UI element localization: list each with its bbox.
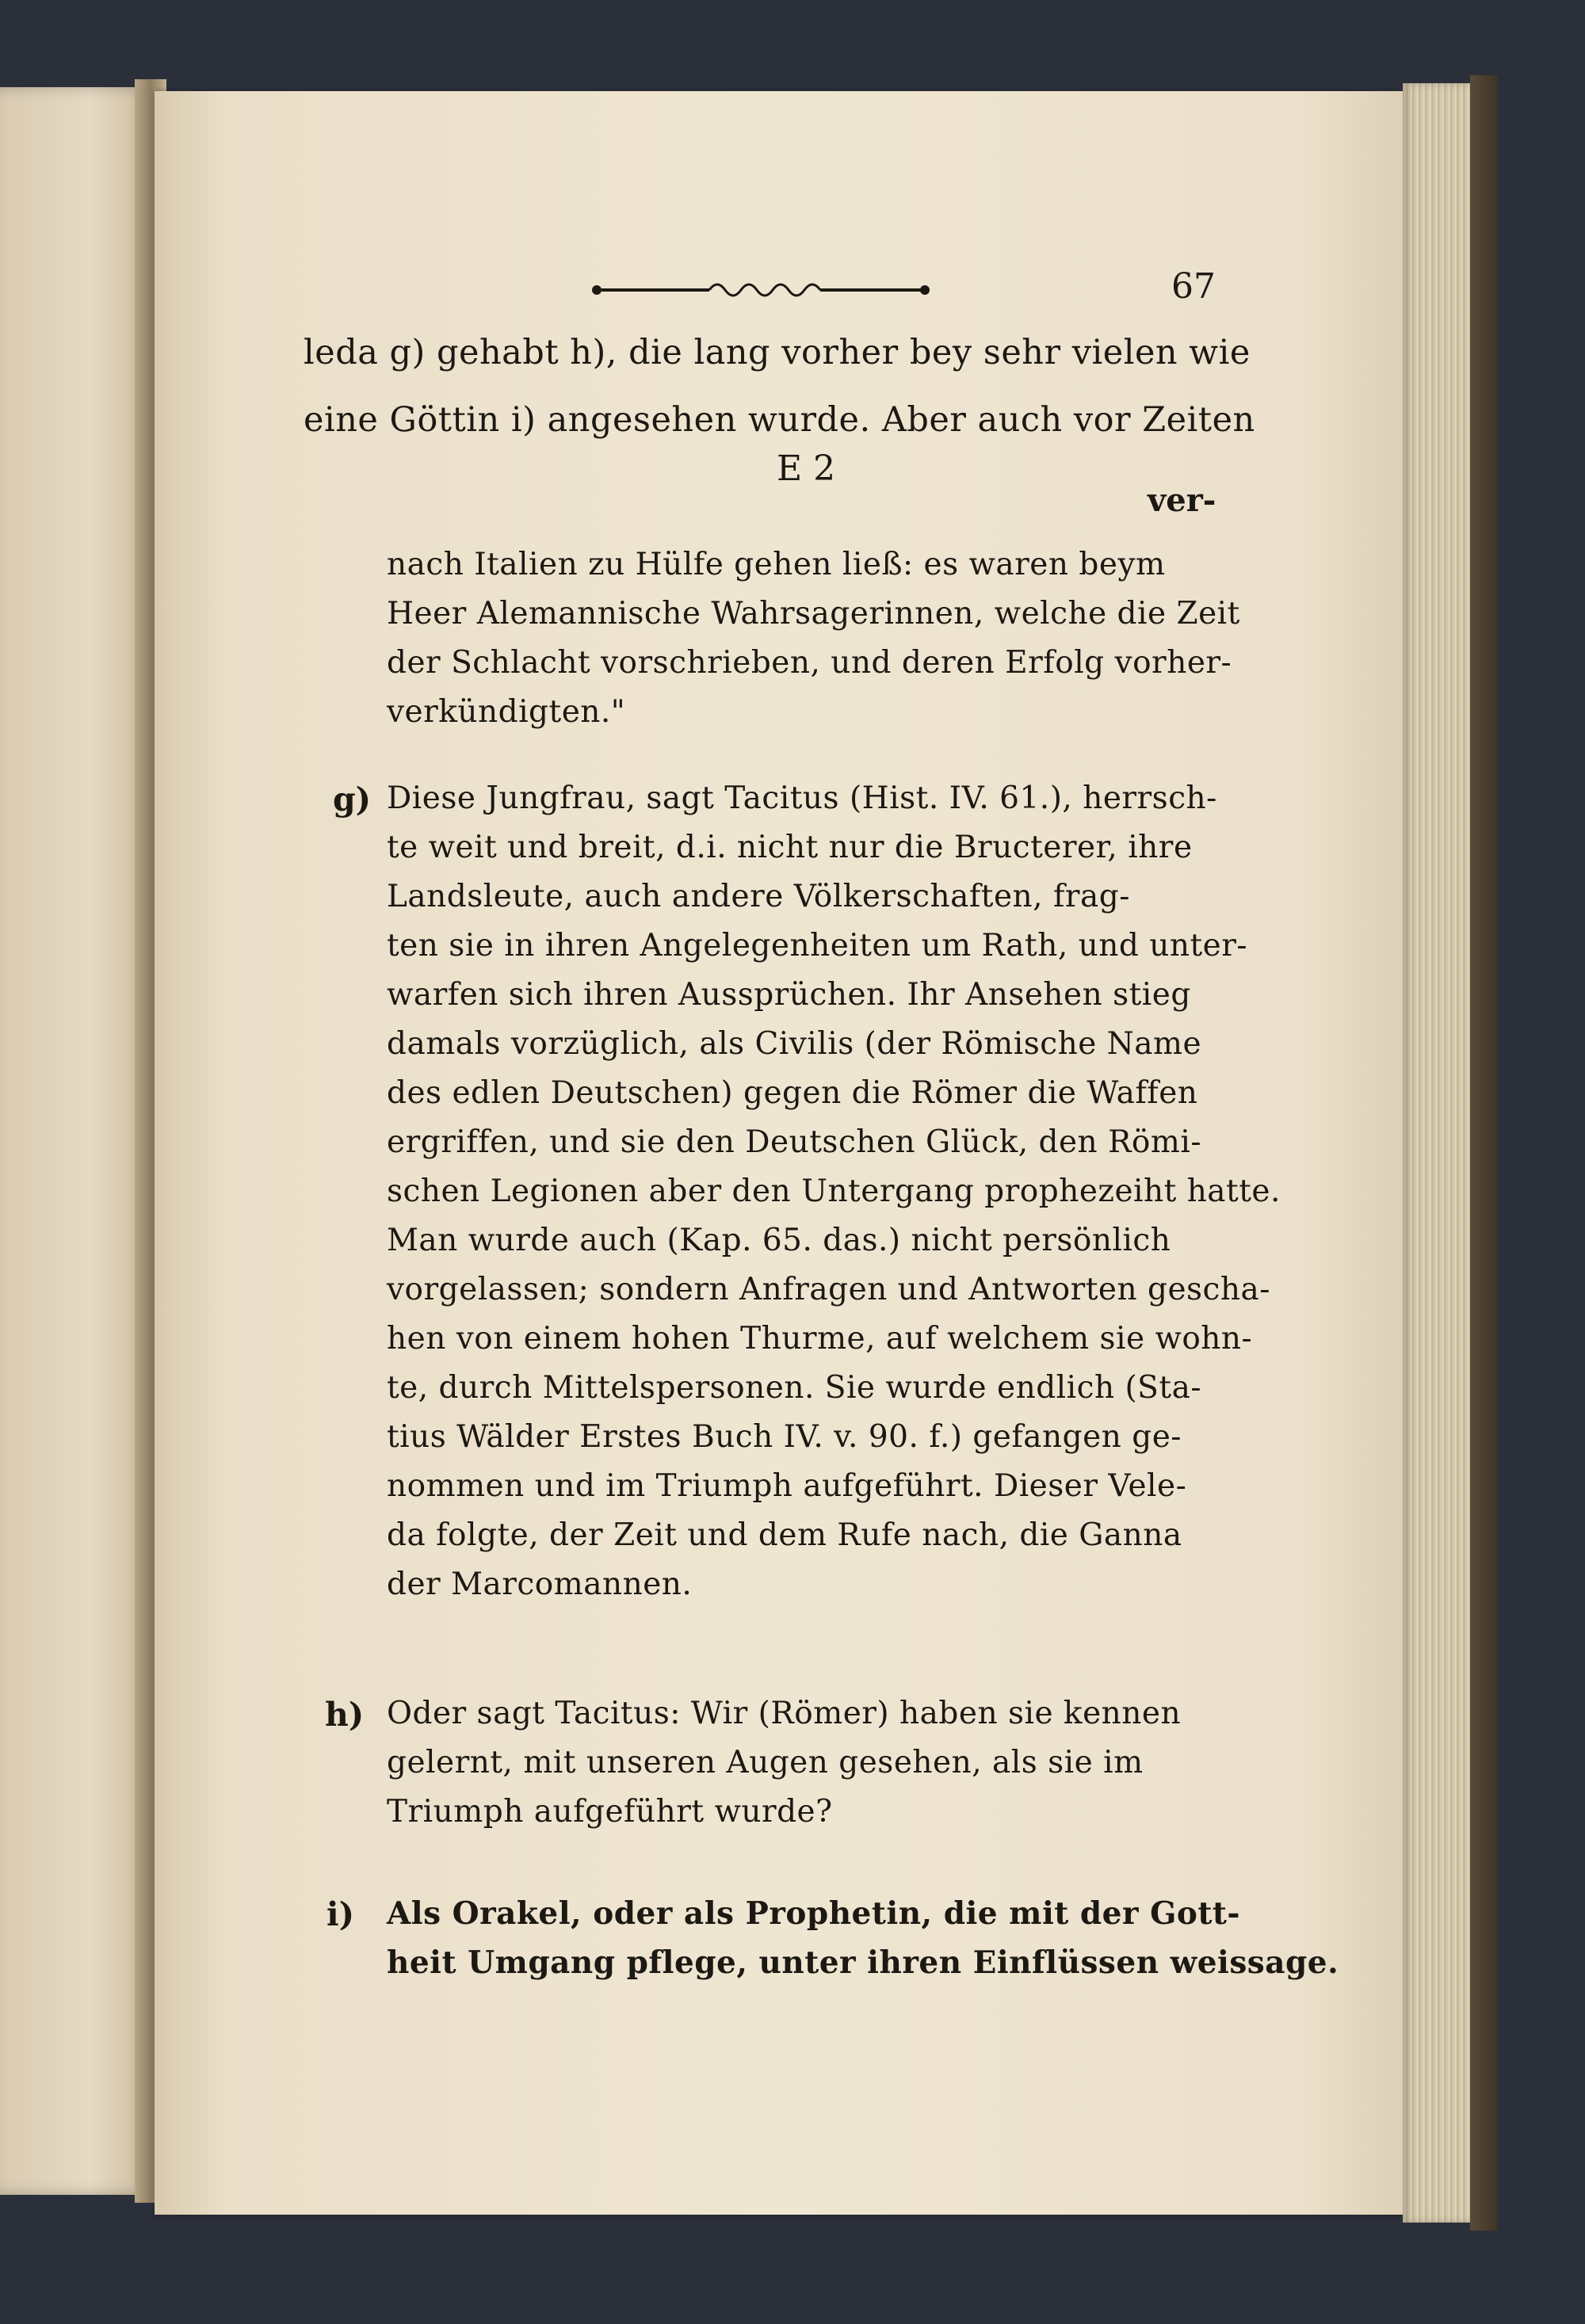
book-cover-edge <box>1470 75 1498 2231</box>
footnote-line: der Schlacht vorschrieben, und deren Erfolg vorher- <box>387 645 1232 681</box>
footnote-line: gelernt, mit unseren Augen gesehen, als sie im <box>387 1745 1144 1780</box>
header-ornament <box>590 276 931 304</box>
page-number: 67 <box>1171 266 1216 307</box>
catchword: ver- <box>1148 482 1216 519</box>
footnote-line: damals vorzüglich, als Civilis (der Römische Name <box>387 1026 1202 1062</box>
signature-mark: E 2 <box>777 448 836 489</box>
footnote-marker-g: g) <box>333 780 372 819</box>
footnote-line: schen Legionen aber den Untergang prophezeiht hatte. <box>387 1173 1281 1209</box>
footnote-line: nommen und im Triumph aufgeführt. Dieser Vele- <box>387 1468 1187 1504</box>
footnote-line: Heer Alemannische Wahrsagerinnen, welche die Zeit <box>387 596 1240 632</box>
footnote-marker-h: h) <box>325 1696 365 1734</box>
left-page-edge <box>0 87 151 2195</box>
footnote-line: des edlen Deutschen) gegen die Römer die Waffen <box>387 1075 1198 1111</box>
footnote-line: verkündigten." <box>387 694 626 730</box>
footnote-line: nach Italien zu Hülfe gehen ließ: es waren beym <box>387 547 1166 582</box>
footnote-line: der Marcomannen. <box>387 1567 693 1602</box>
footnote-line: Landsleute, auch andere Völkerschaften, frag- <box>387 879 1130 914</box>
footnote-line: warfen sich ihren Aussprüchen. Ihr Ansehen stieg <box>387 977 1191 1013</box>
footnote-line: vorgelassen; sondern Anfragen und Antworten gescha- <box>387 1272 1270 1307</box>
footnote-line: Als Orakel, oder als Prophetin, die mit der Gott- <box>387 1895 1241 1932</box>
main-text-line: leda g) gehabt h), die lang vorher bey sehr vielen wie <box>304 333 1251 372</box>
footnote-line: Diese Jungfrau, sagt Tacitus (Hist. IV. 61.), herrsch- <box>387 780 1217 816</box>
footnote-marker-i: i) <box>327 1895 354 1933</box>
footnote-line: te, durch Mittelspersonen. Sie wurde endlich (Sta- <box>387 1370 1201 1406</box>
footnote-line: da folgte, der Zeit und dem Rufe nach, die Ganna <box>387 1517 1182 1553</box>
footnote-line: heit Umgang pflege, unter ihren Einflüssen weissage. <box>387 1944 1339 1981</box>
footnote-line: tius Wälder Erstes Buch IV. v. 90. f.) gefangen ge- <box>387 1419 1182 1455</box>
footnote-line: Man wurde auch (Kap. 65. das.) nicht persönlich <box>387 1223 1171 1258</box>
footnote-line: te weit und breit, d.i. nicht nur die Bructerer, ihre <box>387 830 1193 865</box>
footnote-line: Oder sagt Tacitus: Wir (Römer) haben sie kennen <box>387 1696 1182 1731</box>
page-block-edge <box>1403 83 1474 2223</box>
footnote-line: hen von einem hohen Thurme, auf welchem sie wohn- <box>387 1321 1253 1357</box>
footnote-line: ten sie in ihren Angelegenheiten um Rath, und unter- <box>387 928 1248 964</box>
footnote-line: Triumph aufgeführt wurde? <box>387 1794 833 1830</box>
main-text-line: eine Göttin i) angesehen wurde. Aber auch vor Zeiten <box>304 400 1255 440</box>
footnote-line: ergriffen, und sie den Deutschen Glück, den Römi- <box>387 1124 1202 1160</box>
